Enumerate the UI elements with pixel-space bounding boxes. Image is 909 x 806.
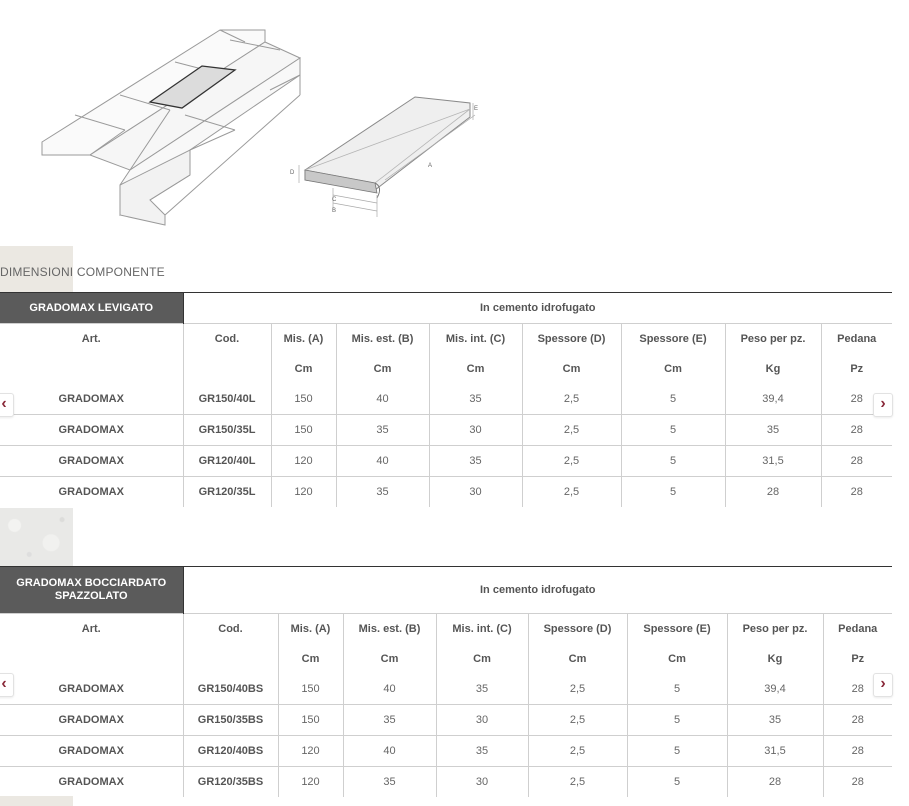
unit-spessore-e: Cm — [627, 644, 727, 674]
material-swatch-bocciardato — [0, 508, 73, 566]
cell-spessore-d: 2,5 — [522, 384, 621, 415]
cell-art: GRADOMAX — [0, 477, 183, 508]
material-swatch-next — [0, 796, 73, 806]
table-row — [0, 705, 892, 736]
cell-art: GRADOMAX — [58, 683, 124, 695]
cell-pedana: 28 — [821, 415, 892, 446]
cell-cod: GR150/40L — [183, 384, 271, 415]
chevron-right-icon[interactable]: › — [873, 673, 893, 697]
cell-mis-b: 35 — [336, 477, 429, 508]
column-header-row — [0, 324, 892, 355]
column-header-row — [0, 614, 892, 645]
cell-pedana: 28 — [821, 477, 892, 508]
unit-mis-c: Cm — [436, 644, 528, 674]
cell-mis-b: 35 — [343, 767, 436, 798]
group-header: In cemento idrofugato — [183, 293, 892, 324]
cell-spessore-e: 5 — [627, 674, 727, 705]
cell-mis-a: 120 — [271, 446, 336, 477]
cell-art: GRADOMAX — [0, 446, 183, 477]
unit-pedana: Pz — [823, 644, 892, 674]
col-spessore-d: Spessore (D) — [522, 324, 621, 355]
cell-spessore-d: 2,5 — [522, 446, 621, 477]
cell-mis-c: 30 — [429, 415, 522, 446]
cell-mis-b: 40 — [343, 674, 436, 705]
cell-mis-b: 40 — [343, 736, 436, 767]
cell-peso: 35 — [727, 705, 823, 736]
cell-mis-a: 150 — [278, 705, 343, 736]
cell-cod: GR150/40BS — [183, 674, 278, 705]
product-table-levigato — [0, 292, 892, 507]
diagram-label-d: D — [290, 170, 295, 176]
col-cod: Cod. — [183, 614, 278, 645]
cell-pedana: 28 — [821, 446, 892, 477]
cell-spessore-e: 5 — [627, 767, 727, 798]
cell-mis-b: 40 — [336, 446, 429, 477]
cell-spessore-e: 5 — [621, 415, 725, 446]
cell-mis-a: 150 — [271, 384, 336, 415]
cell-art: GRADOMAX — [0, 415, 183, 446]
cell-peso: 31,5 — [727, 736, 823, 767]
col-peso: Peso per pz. — [727, 614, 823, 645]
cell-mis-a: 150 — [278, 674, 343, 705]
table-label-line2: SPAZZOLATO — [54, 590, 128, 602]
section-title: DIMENSIONI COMPONENTE — [0, 265, 165, 279]
unit-spessore-e: Cm — [621, 354, 725, 384]
cell-pedana: 28 — [823, 705, 892, 736]
cell-mis-c: 30 — [436, 705, 528, 736]
hero-illustrations — [0, 0, 909, 240]
cell-pedana: 28 — [823, 736, 892, 767]
col-pedana: Pedana — [821, 324, 892, 355]
col-peso: Peso per pz. — [725, 324, 821, 355]
cell-peso: 28 — [725, 477, 821, 508]
col-art: Art. — [0, 324, 183, 355]
cell-mis-c: 30 — [429, 477, 522, 508]
cell-peso: 39,4 — [725, 384, 821, 415]
table-row — [0, 767, 892, 798]
cell-art: GRADOMAX — [58, 393, 124, 405]
col-pedana: Pedana — [823, 614, 892, 645]
step-component-diagram — [285, 95, 485, 225]
col-mis-a: Mis. (A) — [278, 614, 343, 645]
chevron-right-icon[interactable]: › — [873, 393, 893, 417]
cell-spessore-d: 2,5 — [528, 767, 627, 798]
table-label-line1: GRADOMAX BOCCIARDATO — [16, 577, 167, 589]
unit-mis-c: Cm — [429, 354, 522, 384]
diagram-label-a: A — [428, 163, 433, 169]
cell-peso: 28 — [727, 767, 823, 798]
col-art: Art. — [0, 614, 183, 645]
cell-mis-b: 35 — [336, 415, 429, 446]
unit-art — [0, 354, 183, 384]
cell-spessore-e: 5 — [627, 705, 727, 736]
table-row — [0, 477, 892, 508]
col-cod: Cod. — [183, 324, 271, 355]
table-row — [0, 446, 892, 477]
cell-mis-a: 150 — [271, 415, 336, 446]
cell-mis-a: 120 — [278, 767, 343, 798]
col-mis-c: Mis. int. (C) — [436, 614, 528, 645]
table-row — [0, 415, 892, 446]
product-table-bocciardato — [0, 566, 892, 797]
cell-spessore-e: 5 — [621, 477, 725, 508]
chevron-left-icon[interactable]: ‹ — [0, 393, 14, 417]
unit-pedana: Pz — [821, 354, 892, 384]
col-mis-a: Mis. (A) — [271, 324, 336, 355]
table-row — [0, 674, 892, 705]
table-row — [0, 384, 892, 415]
group-header: In cemento idrofugato — [183, 567, 892, 614]
cell-cod: GR150/35L — [183, 415, 271, 446]
cell-cod: GR120/35BS — [183, 767, 278, 798]
cell-mis-c: 35 — [436, 674, 528, 705]
unit-spessore-d: Cm — [528, 644, 627, 674]
cell-spessore-e: 5 — [621, 446, 725, 477]
cell-cod: GR120/35L — [183, 477, 271, 508]
col-spessore-e: Spessore (E) — [627, 614, 727, 645]
cell-peso: 39,4 — [727, 674, 823, 705]
col-mis-b: Mis. est. (B) — [336, 324, 429, 355]
col-mis-c: Mis. int. (C) — [429, 324, 522, 355]
unit-spessore-d: Cm — [522, 354, 621, 384]
unit-row — [0, 354, 892, 384]
chevron-left-icon[interactable]: ‹ — [0, 673, 14, 697]
cell-spessore-d: 2,5 — [522, 477, 621, 508]
unit-mis-b: Cm — [343, 644, 436, 674]
diagram-label-c: C — [332, 197, 337, 203]
cell-art: GRADOMAX — [0, 767, 183, 798]
cell-pedana: 28 — [821, 384, 892, 415]
cell-art: GRADOMAX — [0, 705, 183, 736]
cell-spessore-d: 2,5 — [528, 736, 627, 767]
cell-cod: GR120/40L — [183, 446, 271, 477]
cell-spessore-d: 2,5 — [528, 705, 627, 736]
cell-mis-c: 35 — [429, 384, 522, 415]
unit-peso: Kg — [725, 354, 821, 384]
cell-mis-b: 35 — [343, 705, 436, 736]
col-mis-b: Mis. est. (B) — [343, 614, 436, 645]
cell-spessore-d: 2,5 — [528, 674, 627, 705]
table-label: GRADOMAX LEVIGATO — [0, 293, 183, 324]
cell-spessore-e: 5 — [621, 384, 725, 415]
unit-row — [0, 644, 892, 674]
unit-art — [0, 644, 183, 674]
table-row — [0, 736, 892, 767]
diagram-label-e: E — [474, 106, 479, 112]
cell-peso: 31,5 — [725, 446, 821, 477]
col-spessore-e: Spessore (E) — [621, 324, 725, 355]
table-label — [0, 567, 183, 614]
cell-mis-c: 35 — [429, 446, 522, 477]
unit-mis-b: Cm — [336, 354, 429, 384]
cell-pedana: 28 — [823, 674, 892, 705]
cell-mis-a: 120 — [271, 477, 336, 508]
cell-mis-c: 30 — [436, 767, 528, 798]
cell-cod: GR120/40BS — [183, 736, 278, 767]
cell-mis-b: 40 — [336, 384, 429, 415]
unit-cod — [183, 644, 278, 674]
unit-peso: Kg — [727, 644, 823, 674]
unit-mis-a: Cm — [271, 354, 336, 384]
diagram-label-b: B — [332, 208, 337, 214]
cell-art: GRADOMAX — [0, 736, 183, 767]
cell-pedana: 28 — [823, 767, 892, 798]
cell-spessore-e: 5 — [627, 736, 727, 767]
cell-peso: 35 — [725, 415, 821, 446]
unit-cod — [183, 354, 271, 384]
cell-spessore-d: 2,5 — [522, 415, 621, 446]
col-spessore-d: Spessore (D) — [528, 614, 627, 645]
cell-cod: GR150/35BS — [183, 705, 278, 736]
cell-mis-c: 35 — [436, 736, 528, 767]
unit-mis-a: Cm — [278, 644, 343, 674]
cell-mis-a: 120 — [278, 736, 343, 767]
